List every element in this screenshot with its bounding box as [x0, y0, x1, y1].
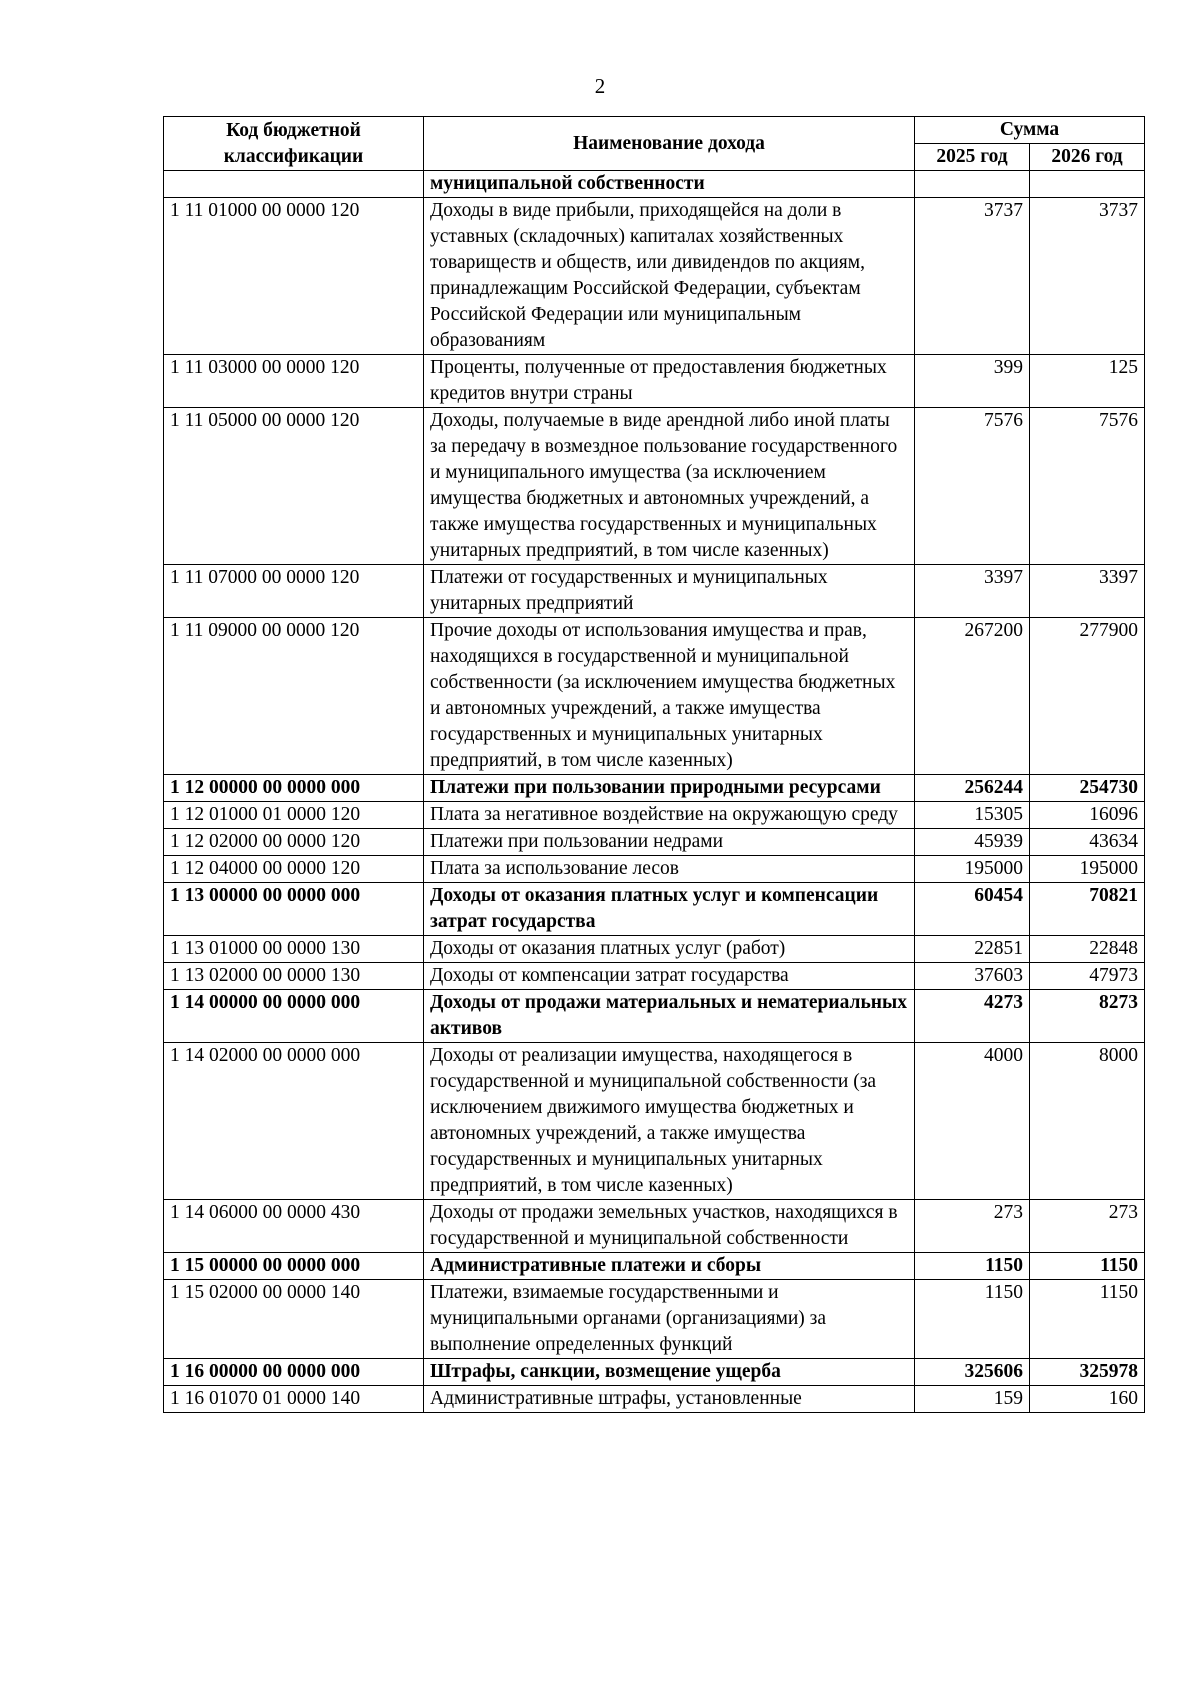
amount-2026-cell: 3737 [1030, 198, 1145, 355]
amount-2025-cell: 273 [915, 1200, 1030, 1253]
amount-2025-cell: 1150 [915, 1253, 1030, 1280]
amount-2025-cell: 267200 [915, 618, 1030, 775]
amount-2026-cell: 273 [1030, 1200, 1145, 1253]
code-cell: 1 13 00000 00 0000 000 [164, 883, 424, 936]
amount-2026-cell: 254730 [1030, 775, 1145, 802]
name-cell: Доходы в виде прибыли, приходящейся на доли в уставных (складочных) капиталах хозяйственных товариществ и обществ, или дивидендов по акциям, принадлежащим Российской Федерации, субъектам Российской Федерации или муниципальным образованиям [424, 198, 915, 355]
amount-2026-cell: 16096 [1030, 802, 1145, 829]
name-cell: Доходы от продажи материальных и нематериальных активов [424, 990, 915, 1043]
code-cell: 1 13 02000 00 0000 130 [164, 963, 424, 990]
amount-2026-cell: 7576 [1030, 408, 1145, 565]
page-number: 2 [594, 74, 606, 98]
table-row [164, 1253, 1145, 1280]
amount-2026-cell: 277900 [1030, 618, 1145, 775]
name-cell: Доходы от реализации имущества, находящегося в государственной и муниципальной собственности (за исключением движимого имущества бюджетных и автономных учреждений, а также имущества государственных и муниципальных унитарных предприятий, в том числе казенных) [424, 1043, 915, 1200]
code-cell: 1 11 05000 00 0000 120 [164, 408, 424, 565]
name-cell: Административные штрафы, установленные [424, 1386, 915, 1413]
amount-2026-cell: 125 [1030, 355, 1145, 408]
table-row [164, 1200, 1145, 1253]
amount-2026-cell: 8000 [1030, 1043, 1145, 1200]
table-row [164, 408, 1145, 565]
code-cell: 1 11 09000 00 0000 120 [164, 618, 424, 775]
amount-2025-cell: 45939 [915, 829, 1030, 856]
name-cell: Доходы, получаемые в виде арендной либо иной платы за передачу в возмездное пользование государственного и муниципального имущества (за исключением имущества бюджетных и автономных учреждений, а также имущества государственных и муниципальных унитарных предприятий, в том числе казенных) [424, 408, 915, 565]
amount-2025-cell: 4273 [915, 990, 1030, 1043]
header-sum: Сумма [915, 117, 1145, 144]
code-cell: 1 12 01000 01 0000 120 [164, 802, 424, 829]
name-cell: Доходы от компенсации затрат государства [424, 963, 915, 990]
table-row [164, 963, 1145, 990]
table-header [164, 117, 1145, 171]
name-cell: Проценты, полученные от предоставления бюджетных кредитов внутри страны [424, 355, 915, 408]
name-cell: Доходы от оказания платных услуг (работ) [424, 936, 915, 963]
code-cell: 1 15 00000 00 0000 000 [164, 1253, 424, 1280]
amount-2026-cell: 43634 [1030, 829, 1145, 856]
amount-2025-cell: 325606 [915, 1359, 1030, 1386]
table-row [164, 1043, 1145, 1200]
code-cell: 1 12 04000 00 0000 120 [164, 856, 424, 883]
table-row [164, 775, 1145, 802]
amount-2025-cell: 37603 [915, 963, 1030, 990]
table-row [164, 565, 1145, 618]
name-cell: Плата за негативное воздействие на окружающую среду [424, 802, 915, 829]
amount-2025-cell: 3397 [915, 565, 1030, 618]
table-row [164, 1280, 1145, 1359]
amount-2025-cell: 159 [915, 1386, 1030, 1413]
continuation-2026-cell [1030, 171, 1145, 198]
amount-2025-cell: 1150 [915, 1280, 1030, 1359]
code-cell: 1 14 06000 00 0000 430 [164, 1200, 424, 1253]
table-row [164, 883, 1145, 936]
code-cell: 1 11 03000 00 0000 120 [164, 355, 424, 408]
table-row [164, 618, 1145, 775]
name-cell: Доходы от продажи земельных участков, находящихся в государственной и муниципальной собственности [424, 1200, 915, 1253]
name-cell: Административные платежи и сборы [424, 1253, 915, 1280]
name-cell: Платежи от государственных и муниципальных унитарных предприятий [424, 565, 915, 618]
name-cell: Штрафы, санкции, возмещение ущерба [424, 1359, 915, 1386]
header-name: Наименование дохода [424, 117, 915, 171]
continuation-name-cell: муниципальной собственности [424, 171, 915, 198]
table-row [164, 802, 1145, 829]
amount-2025-cell: 22851 [915, 936, 1030, 963]
amount-2025-cell: 195000 [915, 856, 1030, 883]
header-code: Код бюджетной классификации [164, 117, 424, 171]
name-cell: Платежи при пользовании недрами [424, 829, 915, 856]
code-cell: 1 11 01000 00 0000 120 [164, 198, 424, 355]
header-year-2025: 2025 год [915, 144, 1030, 171]
amount-2026-cell: 160 [1030, 1386, 1145, 1413]
table-row [164, 1359, 1145, 1386]
code-cell: 1 14 00000 00 0000 000 [164, 990, 424, 1043]
continuation-row [164, 171, 1145, 198]
name-cell: Платежи, взимаемые государственными и муниципальными органами (организациями) за выполнение определенных функций [424, 1280, 915, 1359]
code-cell: 1 12 02000 00 0000 120 [164, 829, 424, 856]
code-cell: 1 12 00000 00 0000 000 [164, 775, 424, 802]
code-cell: 1 15 02000 00 0000 140 [164, 1280, 424, 1359]
name-cell: Плата за использование лесов [424, 856, 915, 883]
name-cell: Прочие доходы от использования имущества и прав, находящихся в государственной и муниципальной собственности (за исключением имущества бюджетных и автономных учреждений, а также имущества государственных и муниципальных унитарных предприятий, в том числе казенных) [424, 618, 915, 775]
amount-2026-cell: 195000 [1030, 856, 1145, 883]
amount-2026-cell: 22848 [1030, 936, 1145, 963]
table-row [164, 198, 1145, 355]
budget-revenue-table [163, 116, 1145, 1413]
table-row [164, 829, 1145, 856]
continuation-2025-cell [915, 171, 1030, 198]
amount-2025-cell: 399 [915, 355, 1030, 408]
amount-2026-cell: 8273 [1030, 990, 1145, 1043]
table-row [164, 990, 1145, 1043]
name-cell: Платежи при пользовании природными ресурсами [424, 775, 915, 802]
amount-2025-cell: 256244 [915, 775, 1030, 802]
table-row [164, 856, 1145, 883]
code-cell: 1 16 01070 01 0000 140 [164, 1386, 424, 1413]
code-cell: 1 11 07000 00 0000 120 [164, 565, 424, 618]
amount-2026-cell: 325978 [1030, 1359, 1145, 1386]
table-row [164, 1386, 1145, 1413]
header-year-2026: 2026 год [1030, 144, 1145, 171]
code-cell: 1 14 02000 00 0000 000 [164, 1043, 424, 1200]
amount-2026-cell: 1150 [1030, 1253, 1145, 1280]
amount-2025-cell: 3737 [915, 198, 1030, 355]
amount-2026-cell: 47973 [1030, 963, 1145, 990]
amount-2026-cell: 1150 [1030, 1280, 1145, 1359]
table-body [164, 171, 1145, 1413]
amount-2026-cell: 70821 [1030, 883, 1145, 936]
amount-2026-cell: 3397 [1030, 565, 1145, 618]
amount-2025-cell: 60454 [915, 883, 1030, 936]
table-row [164, 355, 1145, 408]
code-cell: 1 16 00000 00 0000 000 [164, 1359, 424, 1386]
amount-2025-cell: 15305 [915, 802, 1030, 829]
table-row [164, 936, 1145, 963]
amount-2025-cell: 4000 [915, 1043, 1030, 1200]
amount-2025-cell: 7576 [915, 408, 1030, 565]
name-cell: Доходы от оказания платных услуг и компенсации затрат государства [424, 883, 915, 936]
code-cell: 1 13 01000 00 0000 130 [164, 936, 424, 963]
continuation-code-cell [164, 171, 424, 198]
